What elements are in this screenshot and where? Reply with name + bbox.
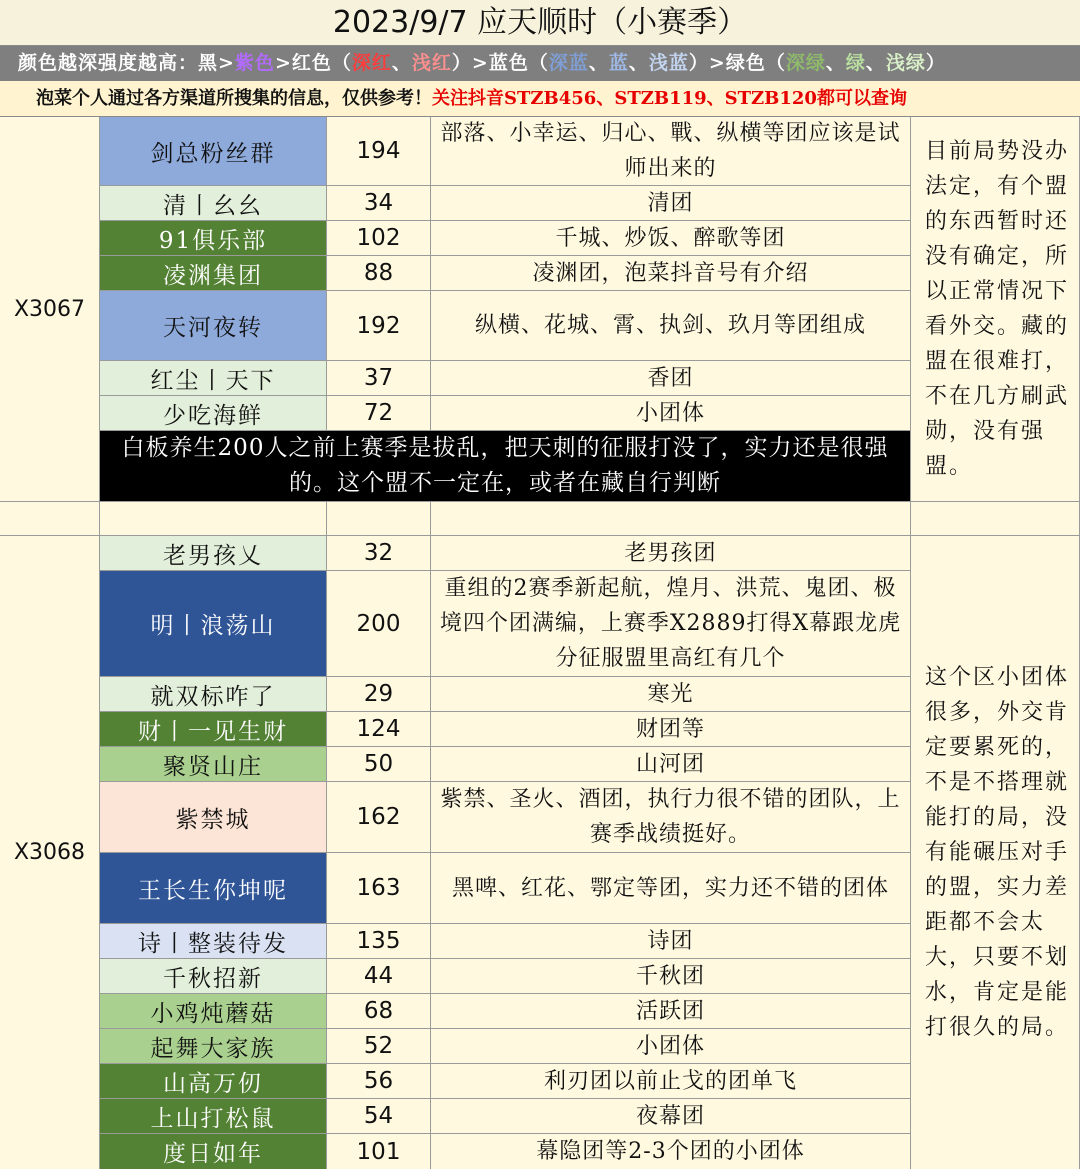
alliance-desc: 重组的2赛季新起航，煌月、洪荒、鬼团、极境四个团满编，上赛季X2889打得X幕跟龙虎分征服盟里高红有几个 xyxy=(431,571,911,677)
member-count: 29 xyxy=(327,677,431,712)
alliance-desc: 小团体 xyxy=(431,1029,911,1064)
alliance-desc: 香团 xyxy=(431,361,911,396)
server-cell: X3067 xyxy=(0,117,100,502)
empty-cell xyxy=(911,502,1080,536)
legend-text: >红色（ xyxy=(274,52,352,74)
member-count: 124 xyxy=(327,712,431,747)
member-count: 101 xyxy=(327,1134,431,1169)
server-cell: X3068 xyxy=(0,536,100,1169)
member-count: 192 xyxy=(327,291,431,361)
alliance-desc: 清团 xyxy=(431,186,911,221)
legend-deep-red: 深红 xyxy=(351,52,392,74)
legend-blue: 蓝 xyxy=(608,52,629,74)
member-count: 54 xyxy=(327,1099,431,1134)
alliance-name: 起舞大家族 xyxy=(100,1029,327,1064)
empty-cell xyxy=(100,502,327,536)
member-count: 162 xyxy=(327,782,431,853)
alliance-name: 清丨幺幺 xyxy=(100,186,327,221)
legend-sep: 、 xyxy=(391,52,412,74)
alliance-desc: 寒光 xyxy=(431,677,911,712)
alliance-name: 红尘丨天下 xyxy=(100,361,327,396)
legend-deep-green: 深绿 xyxy=(785,52,826,74)
alliance-desc: 山河团 xyxy=(431,747,911,782)
alliance-desc: 小团体 xyxy=(431,396,911,431)
notice-text: 泡菜个人通过各方渠道所搜集的信息，仅供参考！ xyxy=(36,88,432,109)
alliance-desc: 紫禁、圣火、酒团，执行力很不错的团队，上赛季战绩挺好。 xyxy=(431,782,911,853)
legend-text: ）>绿色（ xyxy=(688,52,786,74)
situation-note: 目前局势没办法定，有个盟的东西暂时还没有确定，所以正常情况下看外交。藏的盟在很难打，不在几方刷武勋，没有强盟。 xyxy=(911,117,1080,502)
legend-text: ）>蓝色（ xyxy=(451,52,549,74)
alliance-desc: 活跃团 xyxy=(431,994,911,1029)
member-count: 72 xyxy=(327,396,431,431)
member-count: 163 xyxy=(327,853,431,924)
alliance-desc: 千秋团 xyxy=(431,959,911,994)
empty-cell xyxy=(327,502,431,536)
member-count: 135 xyxy=(327,924,431,959)
alliance-name: 紫禁城 xyxy=(100,782,327,853)
page-title: 2023/9/7 应天顺时（小赛季） xyxy=(0,0,1080,46)
legend-light-blue: 浅蓝 xyxy=(648,52,689,74)
legend-sep: 、 xyxy=(628,52,649,74)
empty-cell xyxy=(431,502,911,536)
member-count: 102 xyxy=(327,221,431,256)
alliance-desc: 部落、小幸运、归心、戰、纵横等团应该是试师出来的 xyxy=(431,117,911,186)
alliance-desc: 幕隐团等2-3个团的小团体 xyxy=(431,1134,911,1169)
alliance-name: 诗丨整装待发 xyxy=(100,924,327,959)
situation-note: 这个区小团体很多，外交肯定要累死的，不是不搭理就能打的局，没有能碾压对手的盟，实力差距都不会太大，只要不划水，肯定是能打很久的局。 xyxy=(911,536,1080,1169)
legend-sep: 、 xyxy=(825,52,846,74)
alliance-name: 聚贤山庄 xyxy=(100,747,327,782)
alliance-desc: 千城、炒饭、醉歌等团 xyxy=(431,221,911,256)
legend-sep: 、 xyxy=(865,52,886,74)
legend-deep-blue: 深蓝 xyxy=(548,52,589,74)
member-count: 88 xyxy=(327,256,431,291)
alliance-name: 少吃海鲜 xyxy=(100,396,327,431)
color-legend xyxy=(0,46,1080,81)
notice-highlight: 关注抖音STZB456、STZB119、STZB120都可以查询 xyxy=(432,88,907,109)
alliance-name: 就双标咋了 xyxy=(100,677,327,712)
legend-text: 颜色越深强度越高：黑> xyxy=(18,52,235,74)
member-count: 32 xyxy=(327,536,431,571)
alliance-name: 91俱乐部 xyxy=(100,221,327,256)
alliance-desc: 利刃团以前止戈的团单飞 xyxy=(431,1064,911,1099)
member-count: 44 xyxy=(327,959,431,994)
member-count: 56 xyxy=(327,1064,431,1099)
alliance-table xyxy=(0,117,1080,1169)
member-count: 52 xyxy=(327,1029,431,1064)
alliance-desc: 纵横、花城、霄、执剑、玖月等团组成 xyxy=(431,291,911,361)
alliance-name: 上山打松鼠 xyxy=(100,1099,327,1134)
member-count: 68 xyxy=(327,994,431,1029)
alliance-name: 山高万仞 xyxy=(100,1064,327,1099)
legend-text: ） xyxy=(925,52,946,74)
alliance-desc: 财团等 xyxy=(431,712,911,747)
legend-green: 绿 xyxy=(845,52,866,74)
alliance-name: 老男孩乂 xyxy=(100,536,327,571)
alliance-name: 王长生你坤呢 xyxy=(100,853,327,924)
member-count: 34 xyxy=(327,186,431,221)
notice-bar xyxy=(0,81,1080,117)
highlight-note: 白板养生200人之前上赛季是拔乱，把天刺的征服打没了，实力还是很强的。这个盟不一定在，或者在藏自行判断 xyxy=(100,431,911,502)
alliance-name: 财丨一见生财 xyxy=(100,712,327,747)
empty-cell xyxy=(0,502,100,536)
legend-light-green: 浅绿 xyxy=(885,52,926,74)
alliance-desc: 诗团 xyxy=(431,924,911,959)
legend-sep: 、 xyxy=(588,52,609,74)
member-count: 200 xyxy=(327,571,431,677)
alliance-name: 凌渊集团 xyxy=(100,256,327,291)
alliance-name: 剑总粉丝群 xyxy=(100,117,327,186)
alliance-desc: 黑啤、红花、鄂定等团，实力还不错的团体 xyxy=(431,853,911,924)
legend-purple: 紫色 xyxy=(234,52,275,74)
alliance-name: 千秋招新 xyxy=(100,959,327,994)
legend-light-red: 浅红 xyxy=(411,52,452,74)
alliance-desc: 凌渊团，泡菜抖音号有介绍 xyxy=(431,256,911,291)
alliance-name: 度日如年 xyxy=(100,1134,327,1169)
alliance-desc: 夜幕团 xyxy=(431,1099,911,1134)
member-count: 50 xyxy=(327,747,431,782)
alliance-desc: 老男孩团 xyxy=(431,536,911,571)
alliance-name: 天河夜转 xyxy=(100,291,327,361)
alliance-name: 小鸡炖蘑菇 xyxy=(100,994,327,1029)
member-count: 37 xyxy=(327,361,431,396)
member-count: 194 xyxy=(327,117,431,186)
alliance-name: 明丨浪荡山 xyxy=(100,571,327,677)
